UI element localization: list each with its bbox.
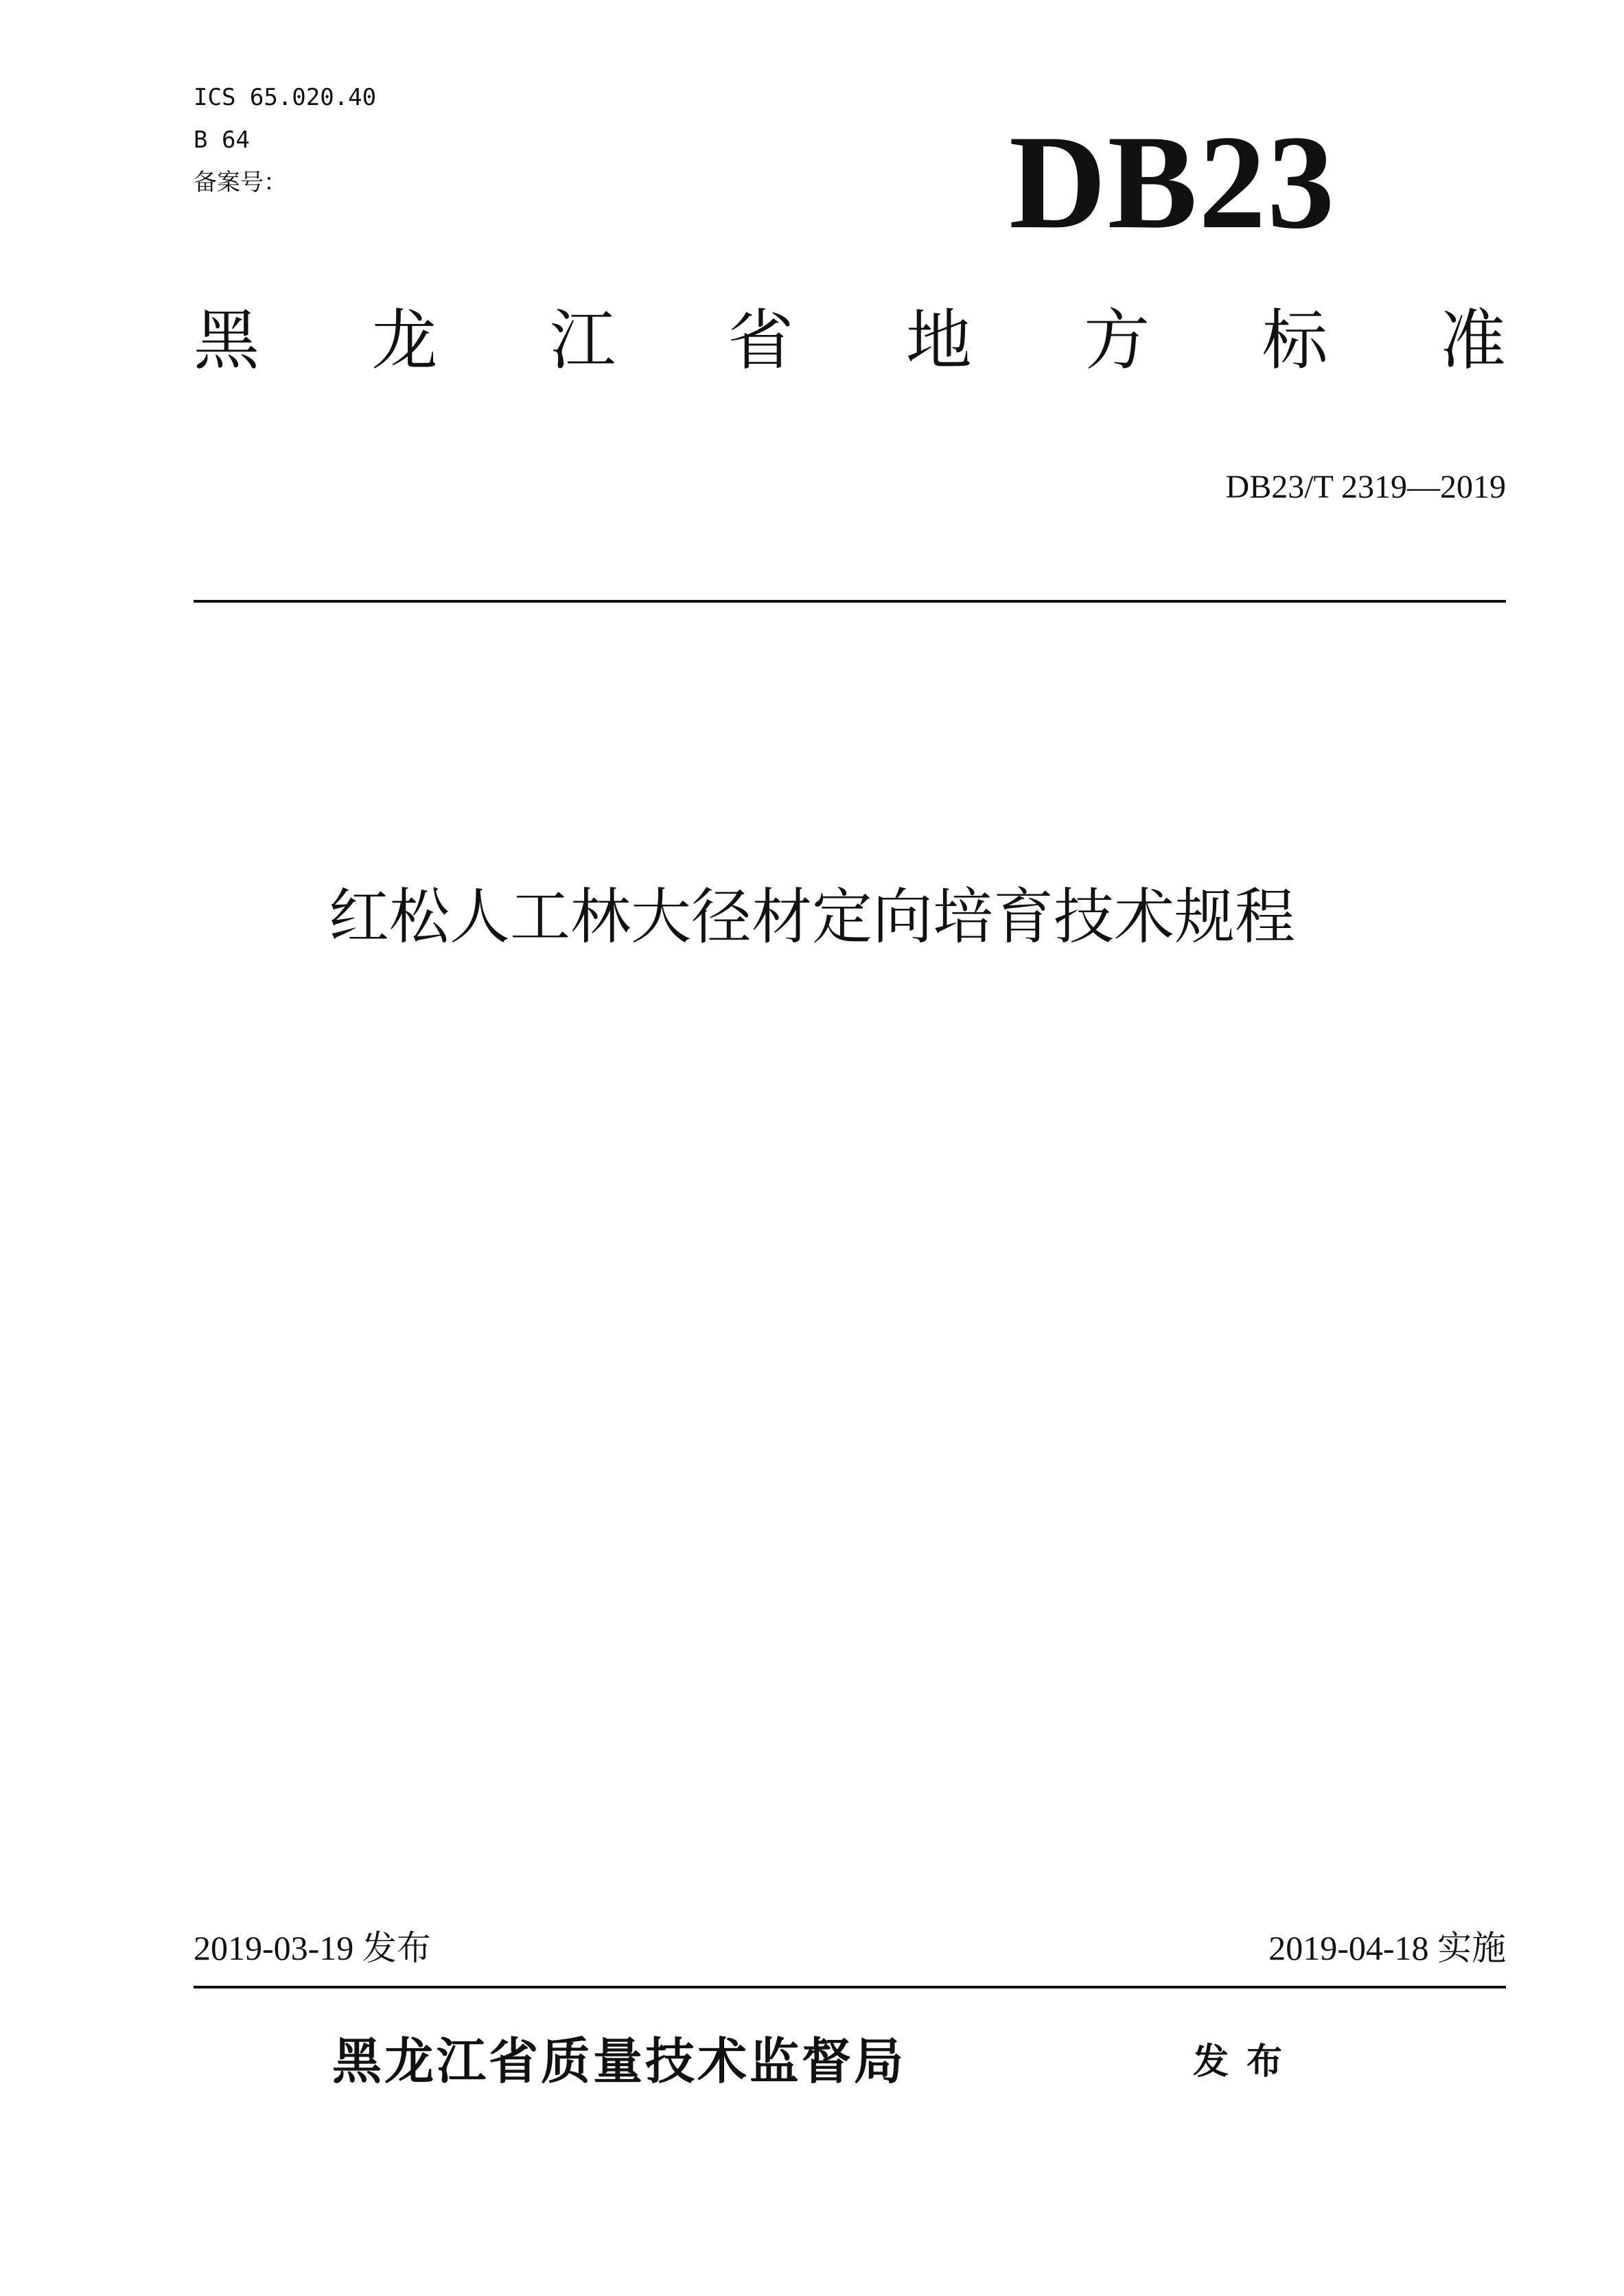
standard-type-char: 准 (1439, 302, 1506, 379)
issuing-authority: 黑龙江省质量技术监督局 (332, 2032, 907, 2090)
standard-type-heading (194, 302, 1506, 379)
standard-type-char: 黑 (194, 302, 259, 379)
standard-type-char: 省 (728, 302, 794, 379)
standard-type-char: 龙 (371, 302, 438, 379)
standard-type-char: 江 (549, 302, 616, 379)
top-divider (194, 600, 1506, 603)
db-standard-mark: DB23 (1009, 108, 1336, 257)
implementation-date: 2019-04-18 实施 (1268, 1929, 1506, 1967)
issue-date: 2019-03-19 发布 (194, 1929, 431, 1967)
bottom-divider (194, 1986, 1506, 1988)
standard-type-char: 地 (905, 302, 972, 379)
standard-type-char: 方 (1084, 302, 1150, 379)
issue-verb: 发布 (1193, 2041, 1301, 2083)
ccs-code: B 64 (194, 126, 250, 154)
standard-number: DB23/T 2319—2019 (1225, 469, 1506, 505)
filing-number-label: 备案号： (194, 169, 287, 196)
standard-type-char: 标 (1262, 302, 1328, 379)
ics-code: ICS 65.020.40 (194, 84, 377, 111)
document-title: 红松人工林大径材定向培育技术规程 (328, 881, 1295, 952)
